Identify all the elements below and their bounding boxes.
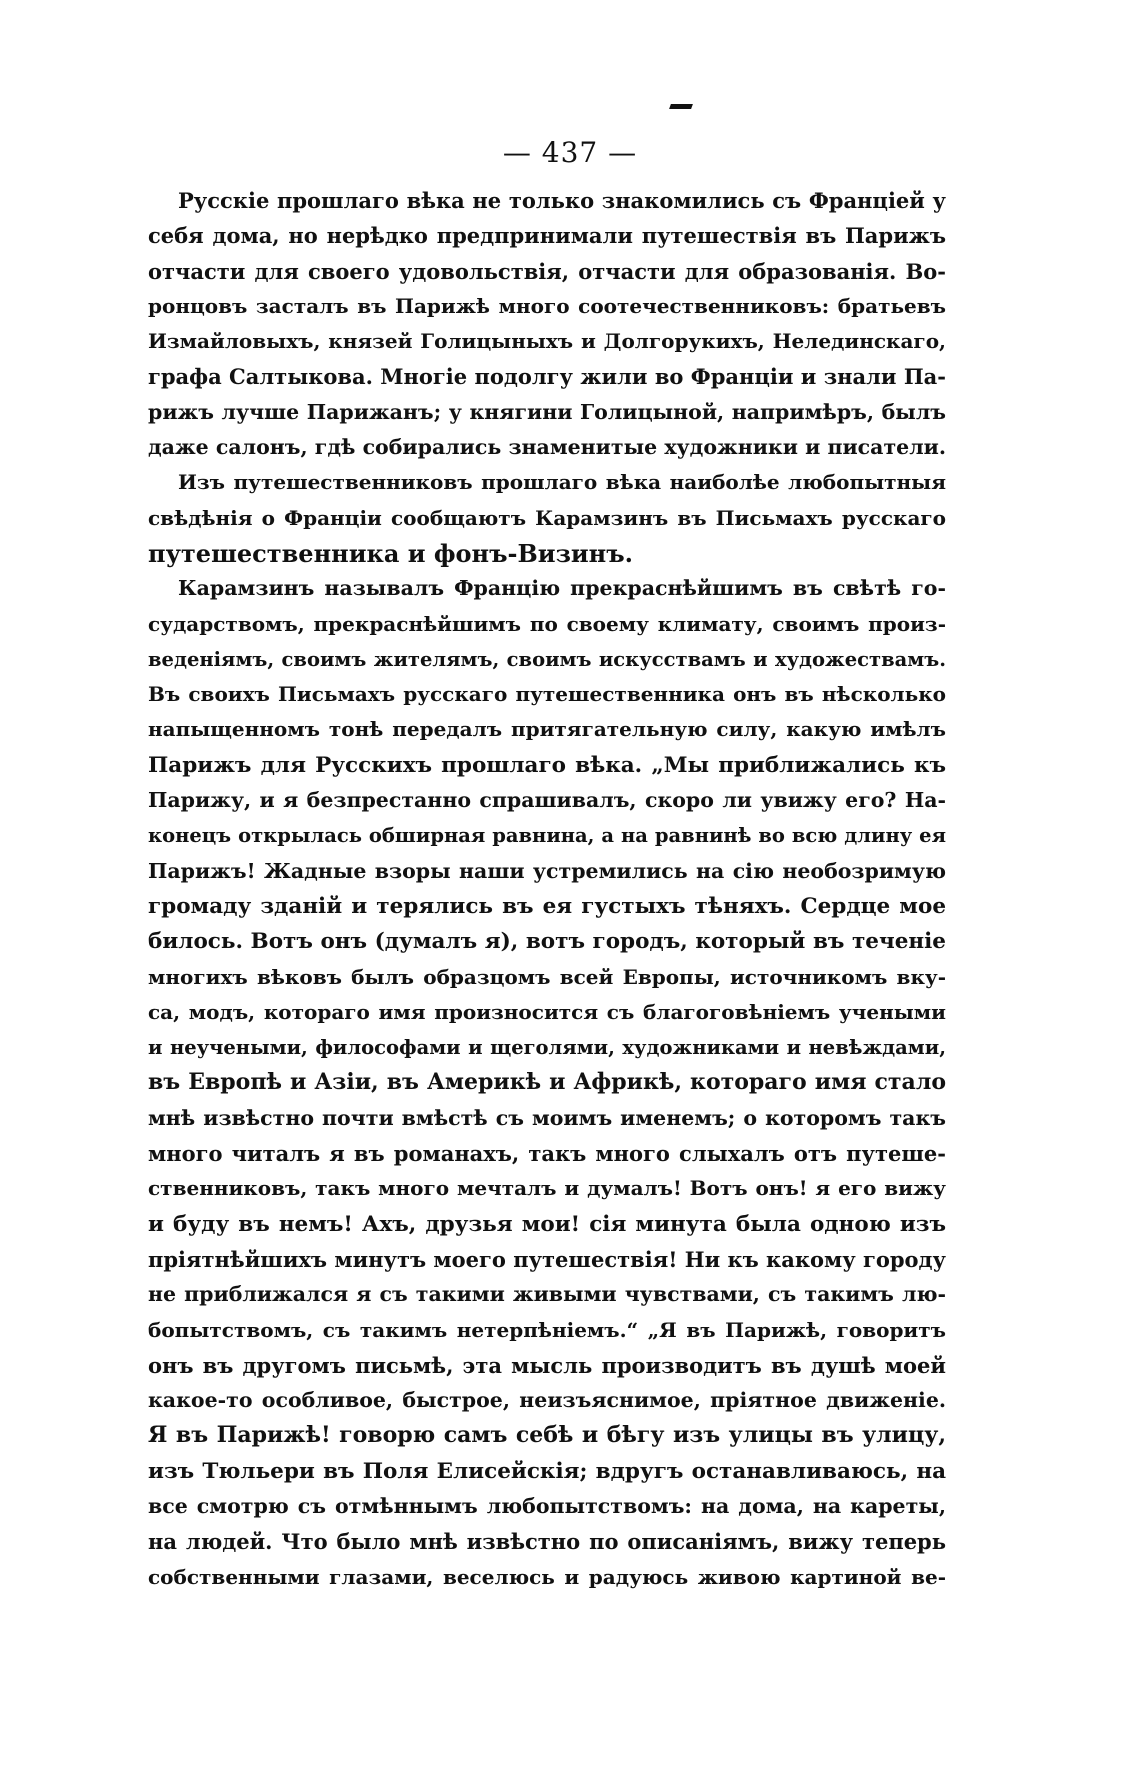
- text-line: пріятнѣйшихъ минутъ моего путешествія! Ни къ какому городу: [148, 1246, 946, 1272]
- text-line: бопытствомъ, съ такимъ нетерпѣніемъ.“ „Я въ Парижѣ, говоритъ: [148, 1317, 946, 1342]
- page-number: — 437 —: [502, 136, 638, 169]
- text-line: ственниковъ, такъ много мечталъ и думалъ! Вотъ онъ! я его вижу: [148, 1176, 946, 1201]
- body-text: [148, 183, 946, 1595]
- text-line: Изъ путешественниковъ прошлаго вѣка наиболѣе любопытныя: [178, 470, 946, 495]
- text-line: рижъ лучше Парижанъ; у княгини Голицыной, напримѣръ, былъ: [148, 399, 946, 424]
- text-line: путешественника и фонъ-Визинъ.: [148, 538, 634, 568]
- text-line: графа Салтыкова. Многіе подолгу жили во Франціи и знали Па-: [148, 364, 946, 390]
- text-line: собственными глазами, веселюсь и радуюсь живою картиной ве-: [148, 1564, 946, 1589]
- text-line: са, модъ, котораго имя произносится съ благоговѣніемъ учеными: [148, 999, 946, 1024]
- text-line: все смотрю съ отмѣннымъ любопытствомъ: на дома, на кареты,: [148, 1493, 946, 1518]
- text-line: веденіямъ, своимъ жителямъ, своимъ искусствамъ и художествамъ.: [148, 647, 946, 671]
- text-line: и буду въ немъ! Ахъ, друзья мои! сія минута была одною изъ: [148, 1211, 946, 1237]
- text-line: напыщенномъ тонѣ передалъ притягательную силу, какую имѣлъ: [148, 717, 946, 742]
- text-line: онъ въ другомъ письмѣ, эта мысль производитъ въ душѣ моей: [148, 1352, 946, 1378]
- text-line: сударствомъ, прекраснѣйшимъ по своему климату, своимъ произ-: [148, 611, 946, 636]
- text-line: не приближался я съ такими живыми чувствами, съ такимъ лю-: [148, 1282, 946, 1307]
- text-line: даже салонъ, гдѣ собирались знаменитые художники и писатели.: [148, 435, 946, 460]
- text-line: Я въ Парижѣ! говорю самъ себѣ и бѣгу изъ улицы въ улицу,: [148, 1422, 946, 1449]
- text-line: Русскіе прошлаго вѣка не только знакомились съ Франціей у: [178, 188, 946, 213]
- text-line: ронцовъ засталъ въ Парижѣ много соотечественниковъ: братьевъ: [148, 293, 946, 318]
- text-line: многихъ вѣковъ былъ образцомъ всей Европы, источникомъ вку-: [148, 964, 946, 989]
- text-line: Въ своихъ Письмахъ русскаго путешественника онъ въ нѣсколько: [148, 682, 946, 707]
- text-line: и неучеными, философами и щеголями, художниками и невѣждами,: [148, 1036, 946, 1060]
- text-line: Парижъ! Жадные взоры наши устремились на сію необозримую: [148, 858, 946, 883]
- text-line: какое-то особливое, быстрое, неизъяснимое, пріятное движеніе.: [148, 1388, 946, 1413]
- text-line: отчасти для своего удовольствія, отчасти для образованія. Во-: [148, 258, 946, 284]
- text-line: Карамзинъ называлъ Францію прекраснѣйшимъ въ свѣтѣ го-: [178, 576, 946, 601]
- text-line: свѣдѣнія о Франціи сообщаютъ Карамзинъ въ Письмахъ русскаго: [148, 505, 946, 530]
- text-line: Парижу, и я безпрестанно спрашивалъ, скоро ли увижу его? На-: [148, 788, 946, 813]
- text-line: на людей. Что было мнѣ извѣстно по описаніямъ, вижу теперь: [148, 1529, 946, 1555]
- text-line: билось. Вотъ онъ (думалъ я), вотъ городъ, который въ теченіе: [148, 929, 946, 955]
- text-line: Парижъ для Русскихъ прошлаго вѣка. „Мы приближались къ: [148, 752, 946, 778]
- text-line: громаду зданій и терялись въ ея густыхъ тѣняхъ. Сердце мое: [148, 893, 946, 919]
- scan-mark: [669, 104, 693, 109]
- text-line: мнѣ извѣстно почти вмѣстѣ съ моимъ именемъ; о которомъ такъ: [148, 1105, 946, 1130]
- text-line: Измайловыхъ, князей Голицыныхъ и Долгорукихъ, Нелединскаго,: [148, 329, 946, 354]
- text-line: въ Европѣ и Азіи, въ Америкѣ и Африкѣ, котораго имя стало: [148, 1069, 946, 1096]
- text-line: много читалъ я въ романахъ, такъ много слыхалъ отъ путеше-: [148, 1141, 946, 1167]
- text-line: конецъ открылась обширная равнина, а на равнинѣ во всю длину ея: [148, 824, 946, 848]
- text-line: изъ Тюльери въ Поля Елисейскія; вдругъ останавливаюсь, на: [148, 1458, 946, 1484]
- text-line: себя дома, но нерѣдко предпринимали путешествія въ Парижъ: [148, 223, 946, 249]
